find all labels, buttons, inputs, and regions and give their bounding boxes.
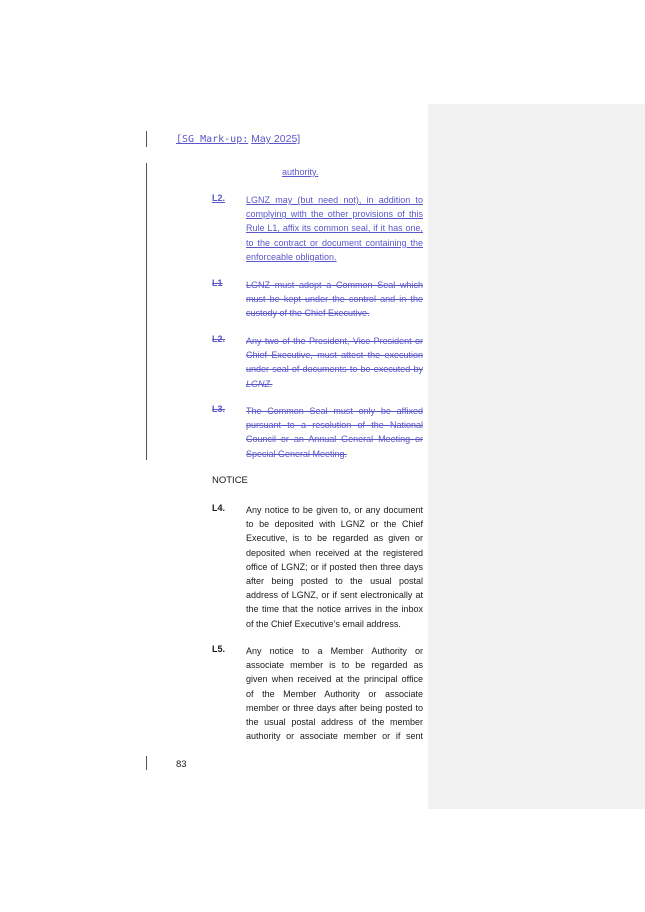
rule-number-l2-inserted: L2. <box>212 193 226 203</box>
change-bar-footer <box>146 756 147 770</box>
rule-number-l4: L4. <box>212 503 226 513</box>
rule-text-l1-deleted <box>246 278 423 321</box>
page-number: 83 <box>176 759 187 770</box>
change-bar-header <box>146 131 147 147</box>
rule-number-l5: L5. <box>212 644 226 654</box>
text-line: Special General Meeting. <box>246 448 348 459</box>
text-line: the usual postal address of the member <box>246 717 423 728</box>
notice-heading: NOTICE <box>212 475 248 486</box>
text-line: address of LGNZ, or if sent electronically at <box>246 590 423 601</box>
rule-text-l2-inserted <box>246 193 423 264</box>
text-line: LGNZ must adopt a Common Seal which <box>246 280 423 290</box>
text-line: Any notice to be given to, or any document <box>246 505 423 515</box>
text-line: Executive, is to be regarded as given or <box>246 533 423 544</box>
rule-text-l2-deleted <box>246 334 423 391</box>
rule-text-l4 <box>246 503 423 631</box>
text-line: LGNZ. <box>246 378 273 389</box>
text-line: office of LGNZ; or if posted then three days <box>246 561 423 572</box>
text-line: Any notice to a Member Authority or <box>246 646 423 656</box>
rule-text-l3-deleted <box>246 404 423 461</box>
rule-text-l5 <box>246 644 423 743</box>
text-line: Rule L1, affix its common seal, if it has one, <box>246 223 423 234</box>
text-line: the time that the notice arrives in the inbox <box>246 604 423 615</box>
text-line: The Common Seal must only be affixed <box>246 406 423 416</box>
rule-number-l2-deleted: L2. <box>212 334 226 344</box>
text-line: given when received at the principal office <box>246 674 423 685</box>
text-line: associate member is to be regarded as <box>246 660 423 671</box>
text-line: must be kept under the control and in the <box>246 294 423 305</box>
continuation-text: authority. <box>282 167 319 177</box>
text-line: of the Member Authority or associate <box>246 688 423 699</box>
rule-number-l3-deleted: L3. <box>212 404 226 414</box>
markup-tag: [SG Mark-up: <box>176 134 249 145</box>
text-line: custody of the Chief Executive. <box>246 308 370 319</box>
change-bar-revisions <box>146 163 147 460</box>
text-line: to the contract or document containing the <box>246 237 423 248</box>
text-line: Any two of the President, Vice President or <box>246 336 423 346</box>
text-line: authority or associate member or if sent <box>246 731 423 742</box>
text-line: of the Chief Executive’s email address. <box>246 618 401 629</box>
text-line: LGNZ may (but need not), in addition to <box>246 195 423 205</box>
text-line: Chief Executive, must attest the execution <box>246 350 423 361</box>
text-line: enforceable obligation. <box>246 251 337 262</box>
comment-pane <box>428 104 645 809</box>
text-line: deposited when received at the registered <box>246 547 423 558</box>
text-line: pursuant to a resolution of the National <box>246 420 423 431</box>
text-line: to be deposited with LGNZ or the Chief <box>246 519 423 530</box>
markup-date: May 2025] <box>251 133 301 145</box>
text-line: after being posted to the usual postal <box>246 576 423 587</box>
text-line: complying with the other provisions of this <box>246 209 423 220</box>
text-line: under seal of documents to be executed by <box>246 364 423 375</box>
text-line: member or three days after being posted to <box>246 702 423 713</box>
text-line: Council or an Annual General Meeting or <box>246 434 423 445</box>
rule-number-l1-deleted: L1 <box>212 278 223 288</box>
markup-header <box>176 133 300 145</box>
